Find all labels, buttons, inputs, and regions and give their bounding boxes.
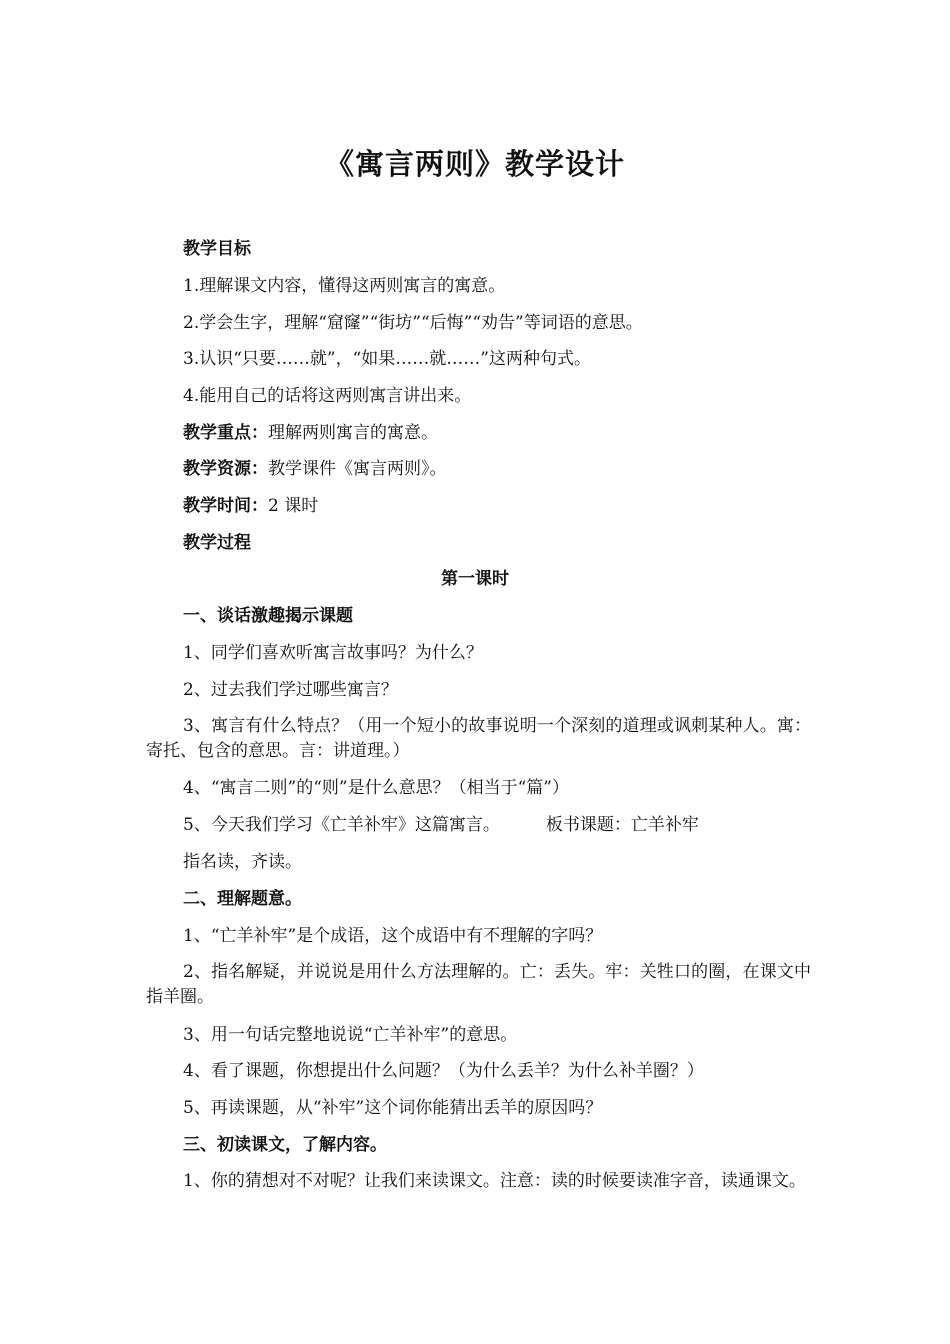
section1-heading: 一、谈话激趣揭示课题 (183, 606, 353, 626)
section2-item: 1、“亡羊补牢”是个成语，这个成语中有不理解的字吗？ (183, 926, 603, 946)
section2-heading: 二、理解题意。 (183, 889, 302, 909)
section2-item: 2、指名解疑，并说说是用什么方法理解的。亡：丢失。牢：关牲口的圈，在课文中指羊圈。 (146, 962, 811, 1007)
objective-item: 2.学会生字，理解“窟窿”“街坊”“后悔”“劝告”等词语的意思。 (183, 313, 643, 333)
teaching-time (183, 493, 318, 519)
objective-item: 1.理解课文内容，懂得这两则寓言的寓意。 (183, 276, 506, 296)
section3-heading: 三、初读课文，了解内容。 (183, 1135, 387, 1155)
section1-item: 3、寓言有什么特点？（用一个短小的故事说明一个深刻的道理或讽刺某种人。寓：寄托、包含的意思。言：讲道理。） (146, 716, 811, 761)
board-note: 板书课题：亡羊补牢 (545, 815, 699, 835)
time-label: 教学时间： (183, 496, 268, 516)
lesson-heading: 第一课时 (441, 569, 509, 589)
resources-text: 教学课件《寓言两则》。 (268, 459, 447, 479)
key-point-label: 教学重点： (183, 423, 268, 443)
section2-item: 4、看了课题，你想提出什么问题？（为什么丢羊？为什么补羊圈？） (183, 1061, 704, 1081)
key-point-text: 理解两则寓言的寓意。 (268, 423, 438, 443)
section2-item: 3、用一句话完整地说说“亡羊补牢”的意思。 (183, 1025, 518, 1045)
objective-item: 4.能用自己的话将这两则寓言讲出来。 (183, 386, 472, 406)
section3-item: 1、你的猜想对不对呢？让我们来读课文。注意：读的时候要读准字音，读通课文。 (183, 1171, 806, 1191)
section2-item: 5、再读课题，从“补牢”这个词你能猜出丢羊的原因吗？ (183, 1098, 603, 1118)
time-text: 2 课时 (268, 496, 319, 516)
key-point (183, 420, 438, 446)
section1-item: 5、今天我们学习《亡羊补牢》这篇寓言。 (183, 815, 500, 835)
section1-item-with-note (183, 812, 699, 838)
section1-item: 2、过去我们学过哪些寓言？ (183, 680, 398, 700)
section1-item: 4、“寓言二则”的“则”是什么意思？（相当于“篇”） (183, 778, 569, 798)
resources (183, 456, 447, 482)
objectives-heading: 教学目标 (183, 239, 251, 259)
process-heading: 教学过程 (183, 533, 251, 553)
document-title: 《寓言两则》教学设计 (324, 147, 625, 181)
section1-item: 指名读，齐读。 (183, 852, 302, 872)
resources-label: 教学资源： (183, 459, 268, 479)
section1-item: 1、同学们喜欢听寓言故事吗？为什么？ (183, 643, 483, 663)
objective-item: 3.认识“只要……就”，“如果……就……”这两种句式。 (183, 349, 591, 369)
